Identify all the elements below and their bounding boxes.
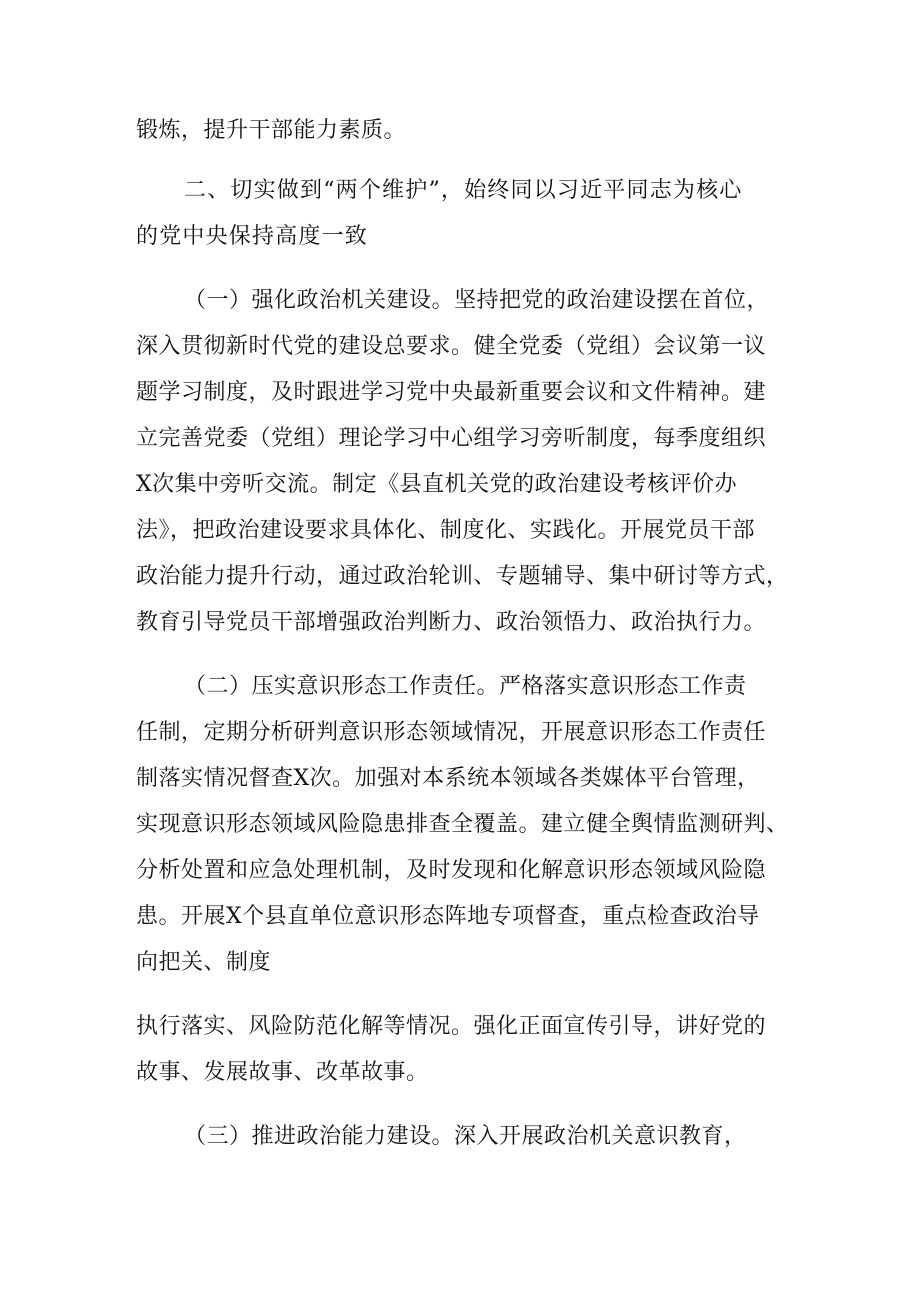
paragraph-line: （二）压实意识形态工作责任。严格落实意识形态工作责 <box>184 674 747 699</box>
paragraph-line: 故事、发展故事、改革故事。 <box>136 1060 429 1085</box>
paragraph-line: （三）推进政治能力建设。深入开展政治机关意识教育， <box>184 1124 747 1149</box>
paragraph-line: 患。开展X个县直单位意识形态阵地专项督查，重点检查政治导 <box>136 904 760 929</box>
paragraph-line: 政治能力提升行动，通过政治轮训、专题辅导、集中研讨等方式， <box>136 564 789 589</box>
paragraph-line: 立完善党委（党组）理论学习中心组学习旁听制度，每季度组织 <box>136 426 767 451</box>
paragraph-line: 锻炼，提升干部能力素质。 <box>136 118 407 143</box>
paragraph-line: 执行落实、风险防范化解等情况。强化正面宣传引导，讲好党的 <box>136 1014 767 1039</box>
paragraph-line: 深入贯彻新时代党的建设总要求。健全党委（党组）会议第一议 <box>136 334 767 359</box>
paragraph-line: 题学习制度，及时跟进学习党中央最新重要会议和文件精神。建 <box>136 380 767 405</box>
section-heading-line: 二、切实做到“两个维护”，始终同以习近平同志为核心 <box>184 178 743 203</box>
paragraph-line: 向把关、制度 <box>136 950 272 975</box>
paragraph-line: 制落实情况督查X次。加强对本系统本领域各类媒体平台管理， <box>136 766 760 791</box>
paragraph-line: 法》，把政治建设要求具体化、制度化、实践化。开展党员干部 <box>136 518 756 543</box>
paragraph-line: 任制，定期分析研判意识形态领域情况，开展意识形态工作责任 <box>136 720 767 745</box>
paragraph-line: 分析处置和应急处理机制，及时发现和化解意识形态领域风险隐 <box>136 858 767 883</box>
paragraph-line: X次集中旁听交流。制定《县直机关党的政治建设考核评价办 <box>136 472 738 497</box>
paragraph-line: 实现意识形态领域风险隐患排查全覆盖。建立健全舆情监测研判、 <box>136 812 789 837</box>
paragraph-line: （一）强化政治机关建设。坚持把党的政治建设摆在首位， <box>184 288 770 313</box>
paragraph-line: 教育引导党员干部增强政治判断力、政治领悟力、政治执行力。 <box>136 610 767 635</box>
section-heading-line: 的党中央保持高度一致 <box>136 224 369 249</box>
